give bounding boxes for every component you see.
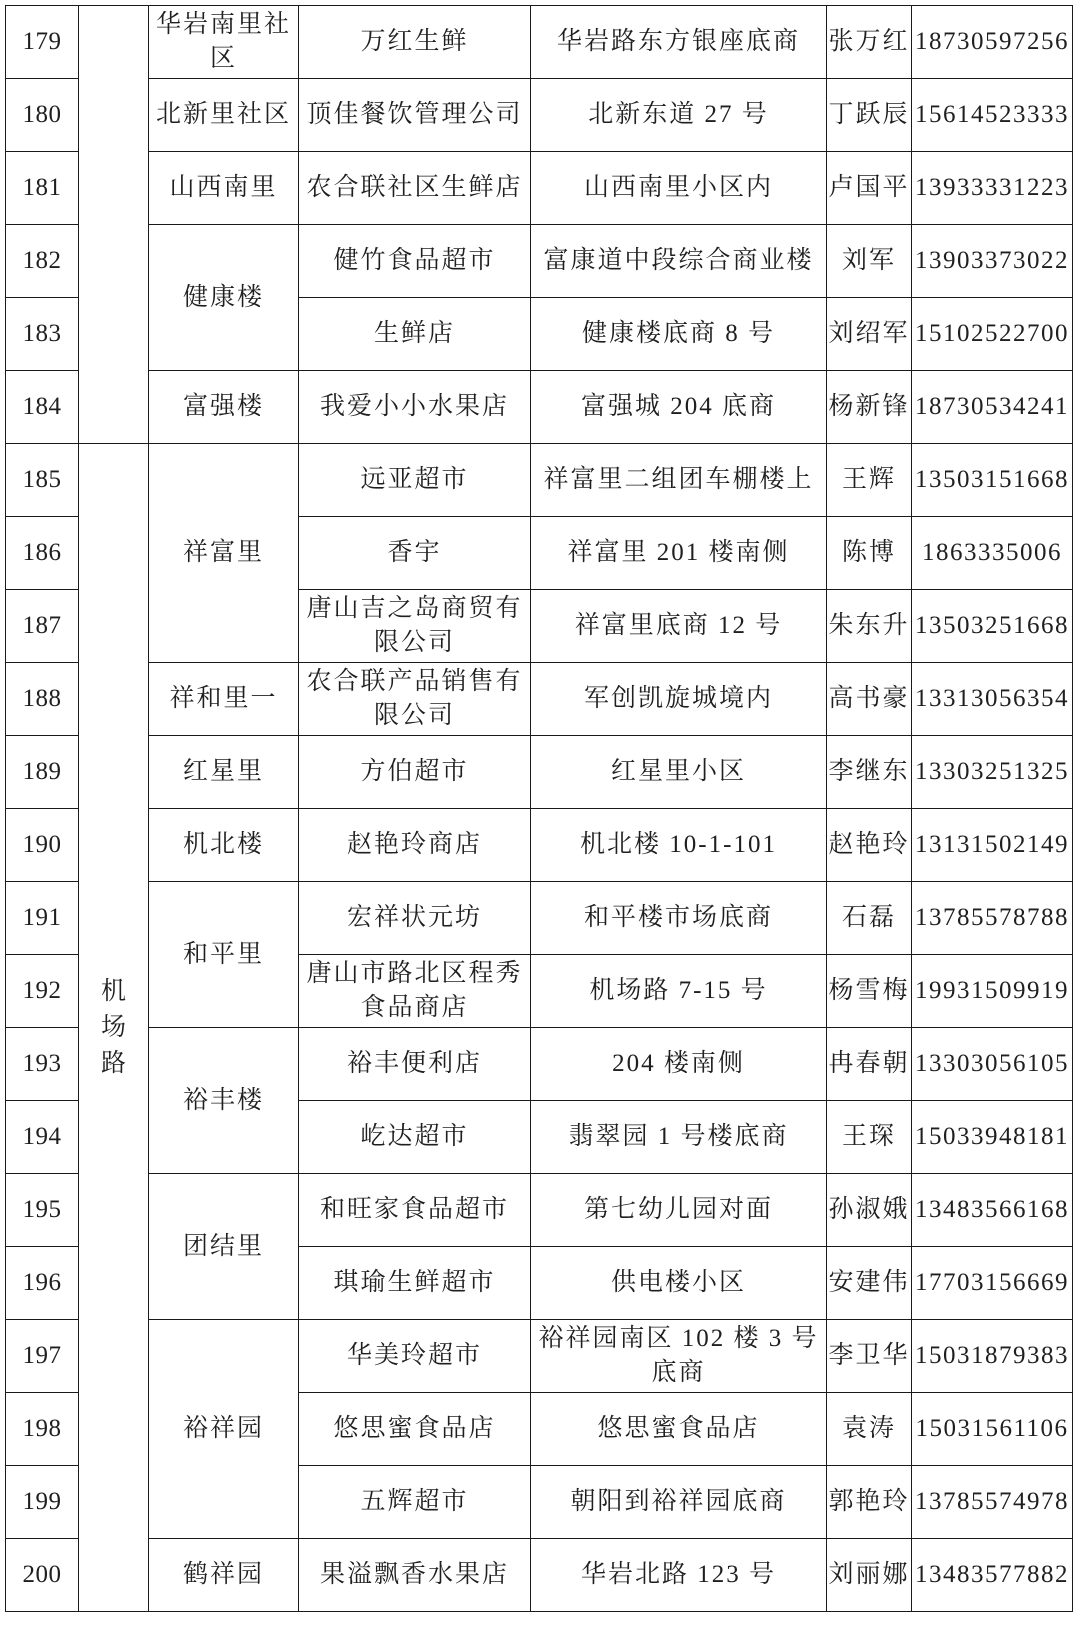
address-cell: 军创凯旋城境内 <box>531 663 827 736</box>
street-cell <box>79 6 149 444</box>
address-cell: 富康道中段综合商业楼 <box>531 225 827 298</box>
contact-cell: 刘军 <box>827 225 912 298</box>
address-cell: 华岩路东方银座底商 <box>531 6 827 79</box>
contact-cell: 李继东 <box>827 736 912 809</box>
row-number-cell: 192 <box>6 955 79 1028</box>
community-cell: 祥和里一 <box>149 663 299 736</box>
phone-cell: 15031879383 <box>912 1320 1073 1393</box>
store-name-cell: 健竹食品超市 <box>299 225 531 298</box>
table-row <box>6 1174 1073 1247</box>
row-number-cell: 181 <box>6 152 79 225</box>
contact-cell: 袁涛 <box>827 1393 912 1466</box>
address-cell: 裕祥园南区 102 楼 3 号底商 <box>531 1320 827 1393</box>
street-cell <box>79 444 149 1612</box>
table-body <box>6 6 1073 1612</box>
phone-cell: 15033948181 <box>912 1101 1073 1174</box>
address-cell: 祥富里 201 楼南侧 <box>531 517 827 590</box>
store-name-cell: 宏祥状元坊 <box>299 882 531 955</box>
phone-cell: 15102522700 <box>912 298 1073 371</box>
address-cell: 204 楼南侧 <box>531 1028 827 1101</box>
contact-cell: 王琛 <box>827 1101 912 1174</box>
row-number-cell: 198 <box>6 1393 79 1466</box>
community-cell: 富强楼 <box>149 371 299 444</box>
community-cell: 和平里 <box>149 882 299 1028</box>
contact-cell: 丁跃辰 <box>827 79 912 152</box>
phone-cell: 18730597256 <box>912 6 1073 79</box>
store-name-cell: 琪瑜生鲜超市 <box>299 1247 531 1320</box>
address-cell: 机北楼 10-1-101 <box>531 809 827 882</box>
store-name-cell: 果溢飘香水果店 <box>299 1539 531 1612</box>
shop-table <box>5 5 1073 1612</box>
store-name-cell: 和旺家食品超市 <box>299 1174 531 1247</box>
phone-cell: 15031561106 <box>912 1393 1073 1466</box>
table-row <box>6 1028 1073 1101</box>
phone-cell: 13503251668 <box>912 590 1073 663</box>
community-cell: 山西南里 <box>149 152 299 225</box>
row-number-cell: 196 <box>6 1247 79 1320</box>
phone-cell: 17703156669 <box>912 1247 1073 1320</box>
address-cell: 悠思蜜食品店 <box>531 1393 827 1466</box>
row-number-cell: 183 <box>6 298 79 371</box>
store-name-cell: 香宇 <box>299 517 531 590</box>
contact-cell: 郭艳玲 <box>827 1466 912 1539</box>
contact-cell: 孙淑娥 <box>827 1174 912 1247</box>
row-number-cell: 182 <box>6 225 79 298</box>
phone-cell: 18730534241 <box>912 371 1073 444</box>
address-cell: 山西南里小区内 <box>531 152 827 225</box>
community-cell: 团结里 <box>149 1174 299 1320</box>
table-row <box>6 371 1073 444</box>
contact-cell: 李卫华 <box>827 1320 912 1393</box>
store-name-cell: 顶佳餐饮管理公司 <box>299 79 531 152</box>
community-cell: 裕丰楼 <box>149 1028 299 1174</box>
community-cell: 鹤祥园 <box>149 1539 299 1612</box>
community-cell: 红星里 <box>149 736 299 809</box>
table-row <box>6 225 1073 298</box>
row-number-cell: 200 <box>6 1539 79 1612</box>
phone-cell: 13785578788 <box>912 882 1073 955</box>
contact-cell: 刘丽娜 <box>827 1539 912 1612</box>
address-cell: 和平楼市场底商 <box>531 882 827 955</box>
table-row <box>6 152 1073 225</box>
phone-cell: 13313056354 <box>912 663 1073 736</box>
store-name-cell: 农合联社区生鲜店 <box>299 152 531 225</box>
contact-cell: 石磊 <box>827 882 912 955</box>
address-cell: 健康楼底商 8 号 <box>531 298 827 371</box>
phone-cell: 13933331223 <box>912 152 1073 225</box>
table-row <box>6 79 1073 152</box>
address-cell: 朝阳到裕祥园底商 <box>531 1466 827 1539</box>
contact-cell: 王辉 <box>827 444 912 517</box>
store-name-cell: 唐山吉之岛商贸有限公司 <box>299 590 531 663</box>
row-number-cell: 197 <box>6 1320 79 1393</box>
contact-cell: 高书豪 <box>827 663 912 736</box>
row-number-cell: 184 <box>6 371 79 444</box>
store-name-cell: 屹达超市 <box>299 1101 531 1174</box>
contact-cell: 朱东升 <box>827 590 912 663</box>
address-cell: 北新东道 27 号 <box>531 79 827 152</box>
row-number-cell: 187 <box>6 590 79 663</box>
phone-cell: 13503151668 <box>912 444 1073 517</box>
contact-cell: 安建伟 <box>827 1247 912 1320</box>
row-number-cell: 191 <box>6 882 79 955</box>
table-row <box>6 736 1073 809</box>
table-row <box>6 882 1073 955</box>
table-row <box>6 1320 1073 1393</box>
phone-cell: 13483566168 <box>912 1174 1073 1247</box>
row-number-cell: 186 <box>6 517 79 590</box>
store-name-cell: 裕丰便利店 <box>299 1028 531 1101</box>
row-number-cell: 179 <box>6 6 79 79</box>
address-cell: 机场路 7-15 号 <box>531 955 827 1028</box>
store-name-cell: 五辉超市 <box>299 1466 531 1539</box>
community-cell: 祥富里 <box>149 444 299 663</box>
store-name-cell: 远亚超市 <box>299 444 531 517</box>
store-name-cell: 我爱小小水果店 <box>299 371 531 444</box>
contact-cell: 赵艳玲 <box>827 809 912 882</box>
contact-cell: 陈博 <box>827 517 912 590</box>
phone-cell: 13483577882 <box>912 1539 1073 1612</box>
contact-cell: 杨新锋 <box>827 371 912 444</box>
phone-cell: 13303056105 <box>912 1028 1073 1101</box>
community-cell: 华岩南里社区 <box>149 6 299 79</box>
community-cell: 健康楼 <box>149 225 299 371</box>
table-row <box>6 444 1073 517</box>
community-cell: 北新里社区 <box>149 79 299 152</box>
address-cell: 红星里小区 <box>531 736 827 809</box>
contact-cell: 张万红 <box>827 6 912 79</box>
phone-cell: 13303251325 <box>912 736 1073 809</box>
store-name-cell: 方伯超市 <box>299 736 531 809</box>
store-name-cell: 农合联产品销售有限公司 <box>299 663 531 736</box>
row-number-cell: 193 <box>6 1028 79 1101</box>
phone-cell: 1863335006 <box>912 517 1073 590</box>
store-name-cell: 唐山市路北区程秀食品商店 <box>299 955 531 1028</box>
store-name-cell: 赵艳玲商店 <box>299 809 531 882</box>
street-name: 机场路 <box>100 977 126 1077</box>
address-cell: 祥富里底商 12 号 <box>531 590 827 663</box>
row-number-cell: 194 <box>6 1101 79 1174</box>
table-row <box>6 663 1073 736</box>
contact-cell: 冉春朝 <box>827 1028 912 1101</box>
phone-cell: 19931509919 <box>912 955 1073 1028</box>
address-cell: 翡翠园 1 号楼底商 <box>531 1101 827 1174</box>
address-cell: 祥富里二组团车棚楼上 <box>531 444 827 517</box>
phone-cell: 13131502149 <box>912 809 1073 882</box>
store-name-cell: 华美玲超市 <box>299 1320 531 1393</box>
row-number-cell: 188 <box>6 663 79 736</box>
address-cell: 富强城 204 底商 <box>531 371 827 444</box>
row-number-cell: 185 <box>6 444 79 517</box>
row-number-cell: 180 <box>6 79 79 152</box>
phone-cell: 13903373022 <box>912 225 1073 298</box>
contact-cell: 刘绍军 <box>827 298 912 371</box>
table-row <box>6 6 1073 79</box>
table-row <box>6 809 1073 882</box>
table-row <box>6 1539 1073 1612</box>
community-cell: 机北楼 <box>149 809 299 882</box>
row-number-cell: 195 <box>6 1174 79 1247</box>
phone-cell: 13785574978 <box>912 1466 1073 1539</box>
store-name-cell: 生鲜店 <box>299 298 531 371</box>
contact-cell: 卢国平 <box>827 152 912 225</box>
address-cell: 第七幼儿园对面 <box>531 1174 827 1247</box>
contact-cell: 杨雪梅 <box>827 955 912 1028</box>
address-cell: 华岩北路 123 号 <box>531 1539 827 1612</box>
row-number-cell: 189 <box>6 736 79 809</box>
phone-cell: 15614523333 <box>912 79 1073 152</box>
address-cell: 供电楼小区 <box>531 1247 827 1320</box>
row-number-cell: 190 <box>6 809 79 882</box>
community-cell: 裕祥园 <box>149 1320 299 1539</box>
store-name-cell: 悠思蜜食品店 <box>299 1393 531 1466</box>
row-number-cell: 199 <box>6 1466 79 1539</box>
store-name-cell: 万红生鲜 <box>299 6 531 79</box>
